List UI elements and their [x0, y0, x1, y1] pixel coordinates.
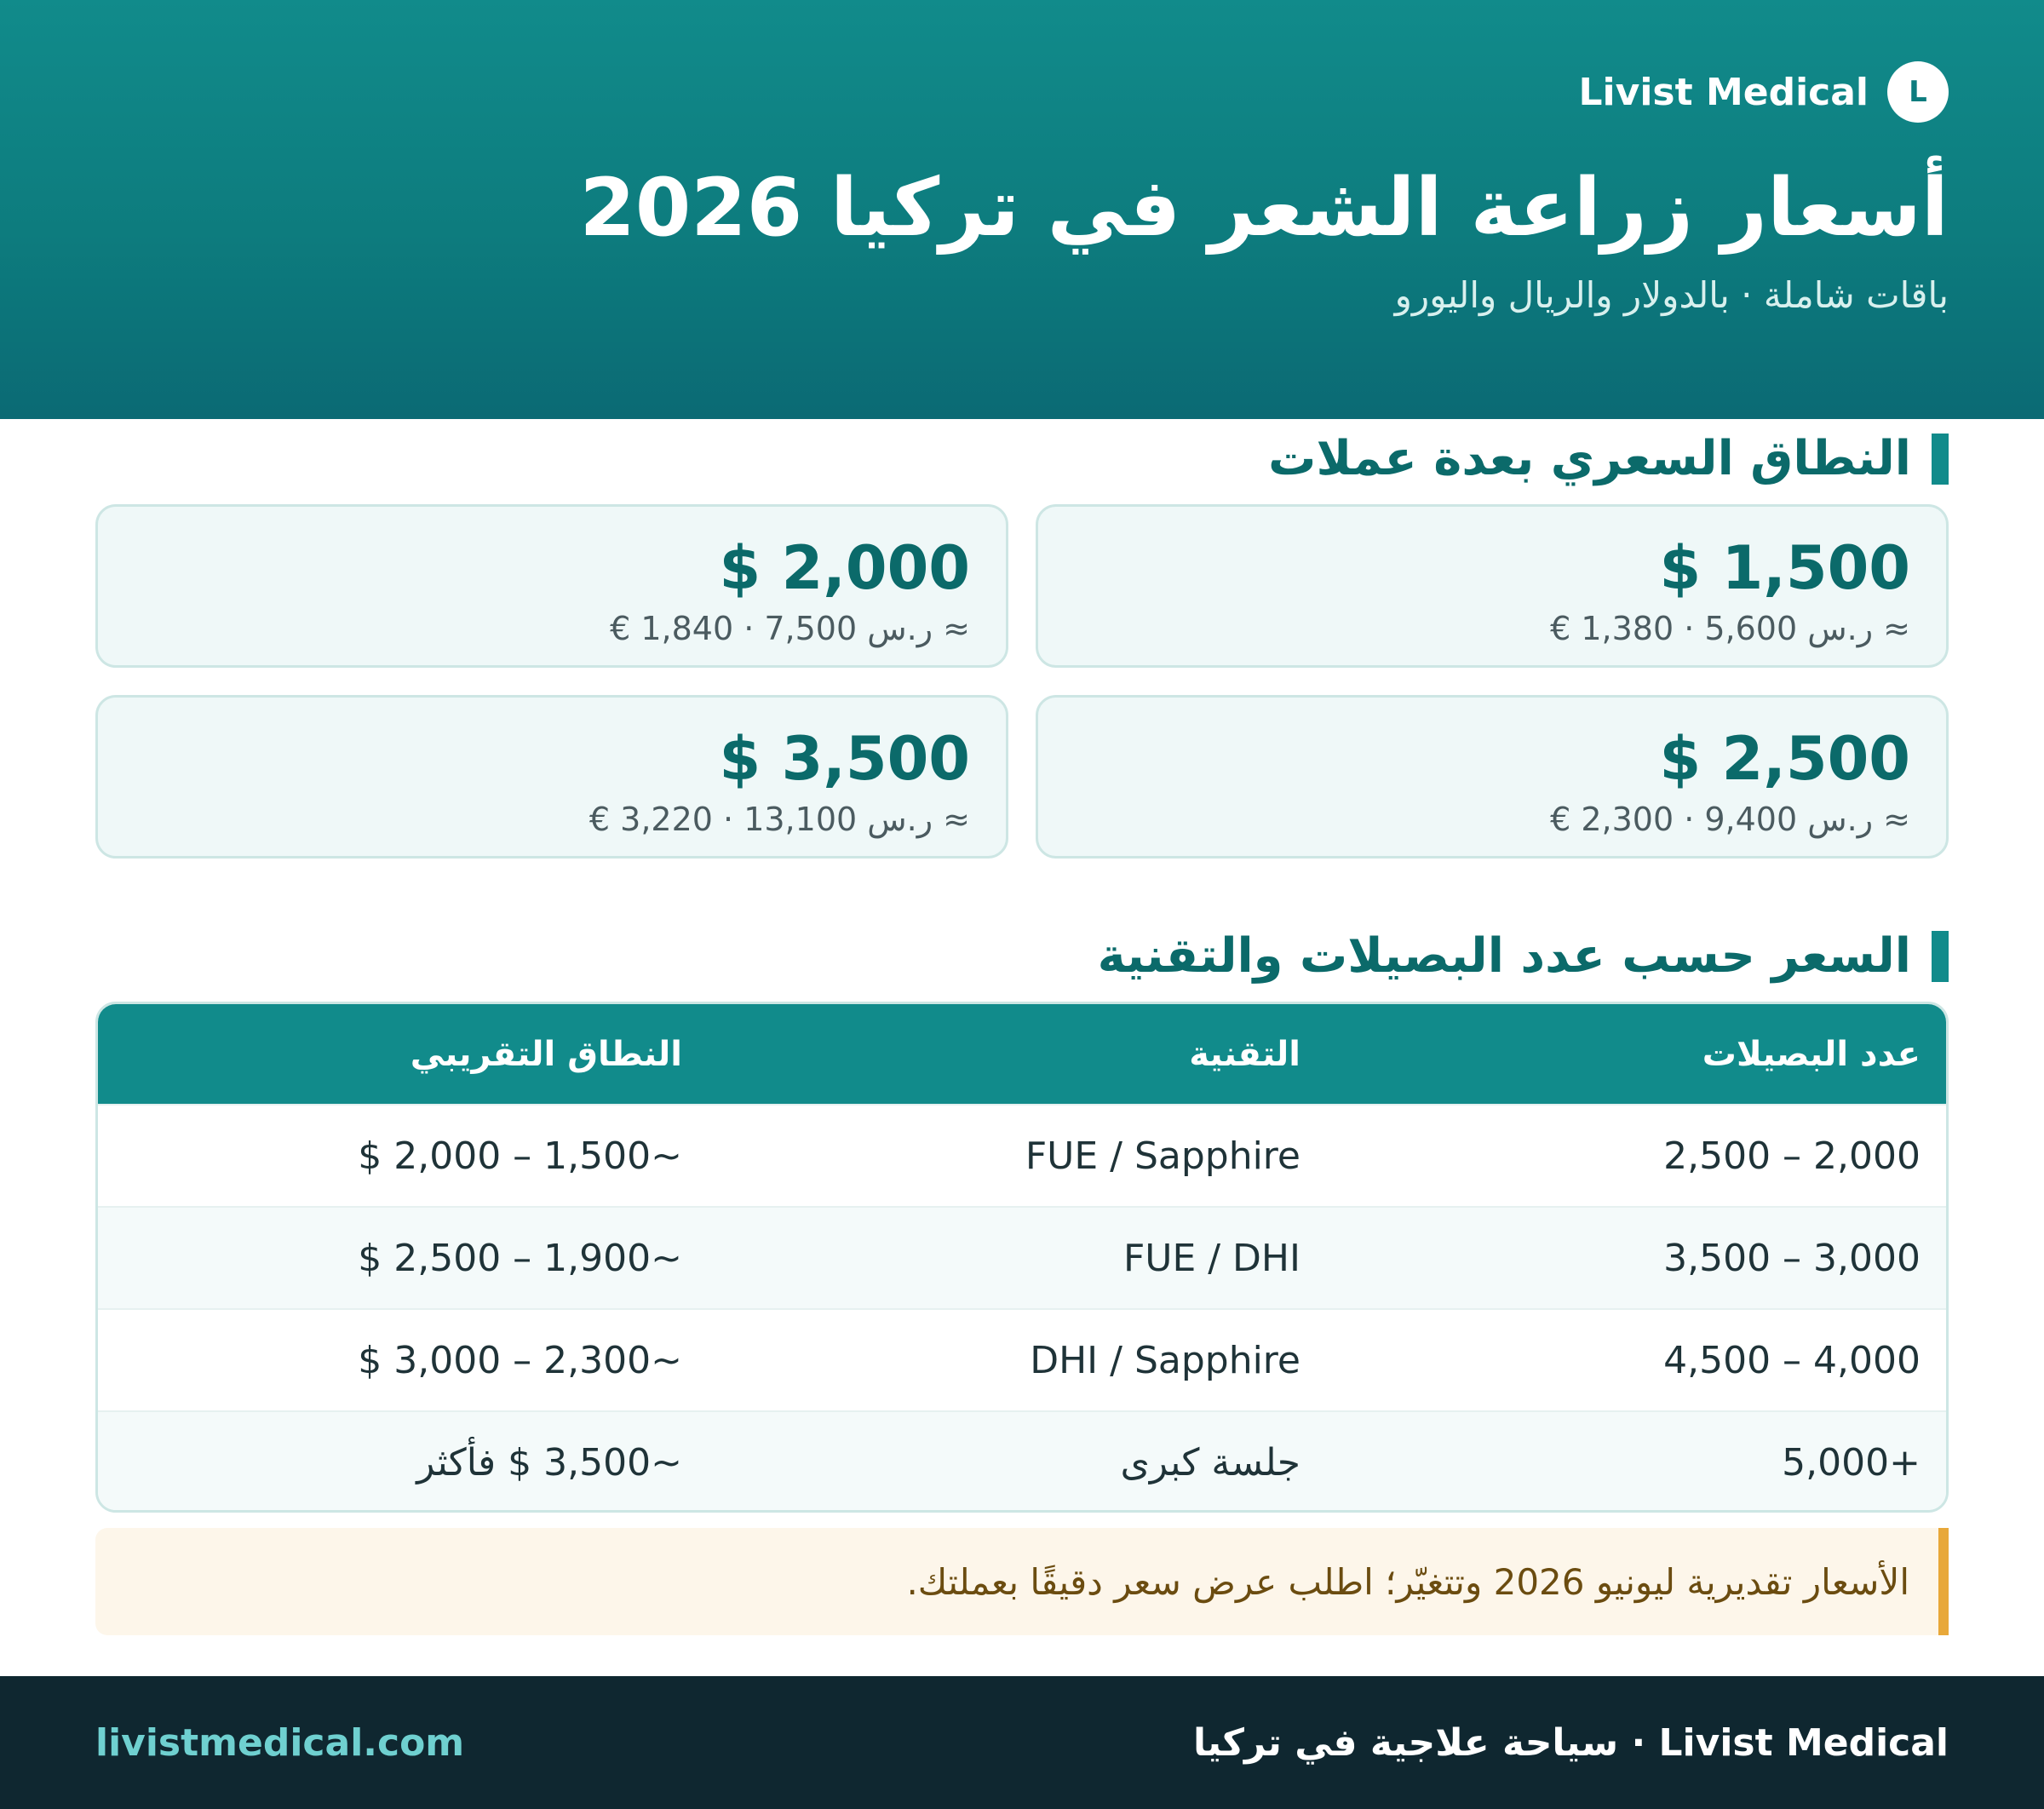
cell-technique: FUE / DHI — [708, 1207, 1326, 1309]
cell-grafts: 5,000+ — [1326, 1411, 1946, 1513]
price-table-container — [95, 1002, 1949, 1513]
price-card — [95, 504, 1008, 668]
table-row — [98, 1105, 1946, 1207]
price-usd: $ 2,500 — [1659, 724, 1910, 794]
price-other-currencies: € 1,840 · ر.س 7,500 ≈ — [610, 610, 970, 647]
cell-grafts: 4,500 – 4,000 — [1326, 1309, 1946, 1411]
footer-website-link[interactable]: livistmedical.com — [95, 1720, 465, 1765]
cell-technique: DHI / Sapphire — [708, 1309, 1326, 1411]
section-title: النطاق السعري بعدة عملات — [1268, 431, 1911, 486]
price-usd: $ 3,500 — [719, 724, 970, 794]
cell-technique: FUE / Sapphire — [708, 1105, 1326, 1207]
brand-name: Livist Medical — [1578, 70, 1869, 114]
section-heading-grafts — [1098, 928, 1949, 984]
section-accent-bar — [1932, 434, 1949, 485]
section-title: السعر حسب عدد البصيلات والتقنية — [1097, 928, 1911, 984]
cell-technique: جلسة كبرى — [708, 1411, 1326, 1513]
header-banner — [0, 0, 2044, 419]
price-card — [1036, 695, 1949, 859]
price-other-currencies: € 2,300 · ر.س 9,400 ≈ — [1550, 801, 1910, 838]
column-header-grafts: عدد البصيلات — [1326, 1004, 1946, 1105]
price-other-currencies: € 3,220 · ر.س 13,100 ≈ — [589, 801, 970, 838]
price-card — [95, 695, 1008, 859]
table-row — [98, 1411, 1946, 1513]
cell-range: $ 3,000 – 2,300~ — [98, 1309, 708, 1411]
cell-range: $ 2,500 – 1,900~ — [98, 1207, 708, 1309]
table-row — [98, 1309, 1946, 1411]
table-header-row — [98, 1004, 1946, 1105]
page-subtitle: باقات شاملة · بالدولار والريال واليورو — [1394, 274, 1949, 316]
footer — [0, 1676, 2044, 1809]
section-accent-bar — [1932, 931, 1949, 982]
price-other-currencies: € 1,380 · ر.س 5,600 ≈ — [1550, 610, 1910, 647]
price-cards-grid — [95, 504, 1949, 859]
cell-grafts: 3,500 – 3,000 — [1326, 1207, 1946, 1309]
brand — [1579, 61, 1949, 123]
section-heading-currency — [1268, 431, 1949, 486]
column-header-technique: التقنية — [708, 1004, 1326, 1105]
cell-range: ~3,500 $ فأكثر — [98, 1411, 708, 1513]
cell-range: $ 2,000 – 1,500~ — [98, 1105, 708, 1207]
brand-logo-icon: L — [1887, 61, 1949, 123]
disclaimer-note: الأسعار تقديرية ليونيو 2026 وتتغيّر؛ اطلب عرض سعر دقيقًا بعملتك. — [95, 1528, 1949, 1635]
price-usd: $ 1,500 — [1659, 533, 1910, 603]
footer-tagline: Livist Medical · سياحة علاجية في تركيا — [1192, 1720, 1949, 1765]
table-row — [98, 1207, 1946, 1309]
cell-grafts: 2,500 – 2,000 — [1326, 1105, 1946, 1207]
price-card — [1036, 504, 1949, 668]
column-header-range: النطاق التقريبي — [98, 1004, 708, 1105]
price-usd: $ 2,000 — [719, 533, 970, 603]
page-title: أسعار زراعة الشعر في تركيا 2026 — [579, 162, 1949, 255]
price-table — [98, 1004, 1946, 1513]
